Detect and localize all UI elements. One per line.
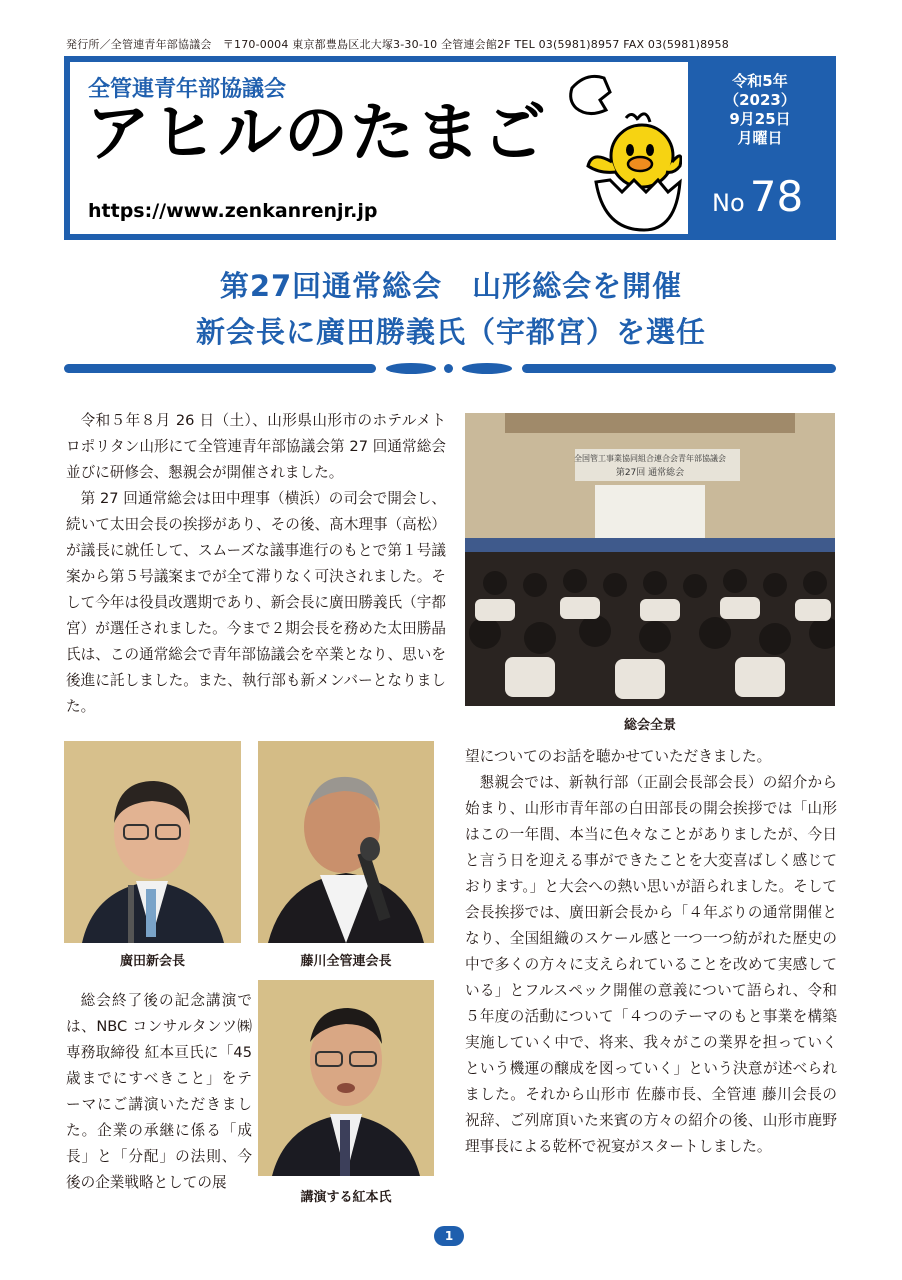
organization-name: 全管連青年部協議会 [88, 77, 287, 102]
issue-label: No [712, 189, 745, 217]
article-paragraph-banquet: 懇親会では、新執行部（正副会長部会長）の紹介から始まり、山形市青年部の白田部長の開会挨拶では「山形はこの一年間、本当に色々なことがありましたが、今日と言う日を迎える事ができたことを大変喜ばしく感じております。」と大会への熱い思いが語られました。そして会長挨拶では、廣田新会長から「４年ぶりの通常開催となり、全国組織のスケール感と一つ一つ紡がれた歴史の中で多くの方々に支えられていることを改めて実感している」とフルスペック開催の意義について語られ、令和５年度の活動について「４つのテーマのもと事業を構築実施していく中で、将来、我々がこの業界を担っていくという機運の醸成を図っていく」という決意が述べられました。それから山形市 佐藤市長、全管連 藤川会長の祝辞、ご列席頂いた来賓の方々の紹介の後、山形市鹿野理事長による乾杯で祝宴がスタートしました。 [465, 774, 837, 1155]
portrait-hirota-illustration [64, 741, 241, 943]
divider-bar-left [64, 364, 376, 373]
fujikawa-photo [258, 741, 434, 943]
lecture-paragraph: 総会終了後の記念講演では、NBC コンサルタンツ㈱専務取締役 紅本亘氏に「45 歳までにすべきこと」をテーマにご講演いただきました。企業の承継に係る「成長」と「分配」の法則、今後の企業戦略としての展 [66, 992, 252, 1191]
portrait-fujikawa-illustration [258, 741, 434, 943]
lecture-paragraph-block [66, 988, 252, 1196]
date-line-day: 9月25日 [729, 110, 791, 128]
issue-value: 78 [749, 172, 804, 221]
issue-number [712, 172, 803, 221]
headline-line-1: 第27回通常総会 山形総会を開催 [219, 269, 683, 303]
date-line-year: （2023） [724, 91, 796, 109]
divider-dot [444, 364, 453, 373]
article-right-column [465, 744, 837, 1160]
general-meeting-photo [465, 413, 835, 706]
page-number-badge: 1 [434, 1226, 464, 1246]
divider-pill-right [462, 363, 512, 374]
caption-hirota: 廣田新会長 [119, 954, 185, 969]
headline-line-2: 新会長に廣田勝義氏（宇都宮）を選任 [195, 315, 706, 349]
hall-banner-line-1: 全国管工事業協同組合連合会青年部協議会 [574, 454, 726, 463]
issue-date [700, 72, 820, 148]
website-url[interactable]: https://www.zenkanrenjr.jp [88, 200, 378, 222]
publisher-info: 発行所／全管連青年部協議会 〒170-0004 東京都豊島区北大塚3-30-10 全管連会館2F TEL 03(5981)8957 FAX 03(5981)8958 [66, 38, 729, 51]
caption-benimoto: 講演する紅本氏 [300, 1190, 392, 1205]
date-line-weekday: 月曜日 [737, 129, 783, 147]
portrait-benimoto-illustration [258, 980, 434, 1176]
divider-pill-left [386, 363, 436, 374]
caption-hall: 総会全景 [623, 718, 676, 733]
benimoto-photo [258, 980, 434, 1176]
chick-mascot-icon [566, 70, 682, 236]
article-paragraph-2: 第 27 回通常総会は田中理事（横浜）の司会で開会し、続いて太田会長の挨拶があり、その後、髙木理事（高松）が議長に就任して、スムーズな議事進行のもとで第１号議案から第５号議案までが全て滞りなく可決されました。そして今年は役員改選期であり、新会長に廣田勝義氏（宇都宮）が選任されました。今まで２期会長を務めた太田勝晶氏は、この通常総会で青年部協議会を卒業となり、思いを後進に託しました。また、執行部も新メンバーとなりました。 [66, 490, 446, 715]
article-paragraph-1: 令和５年８月 26 日（土）、山形県山形市のホテルメトロポリタン山形にて全管連青年部協議会第 27 回通常総会並びに研修会、懇親会が開催されました。 [66, 412, 446, 481]
divider-bar-right [522, 364, 836, 373]
hall-scene-illustration [465, 413, 835, 706]
article-continuation: 望についてのお話を聴かせていただきました。 [465, 748, 772, 765]
hirota-photo [64, 741, 241, 943]
caption-fujikawa: 藤川全管連会長 [300, 954, 392, 969]
article-left-column [66, 408, 446, 720]
hall-banner-line-2: 第27回 通常総会 [615, 468, 685, 478]
date-line-era: 令和5年 [732, 72, 788, 90]
newsletter-title: アヒルのたまご [86, 97, 548, 171]
